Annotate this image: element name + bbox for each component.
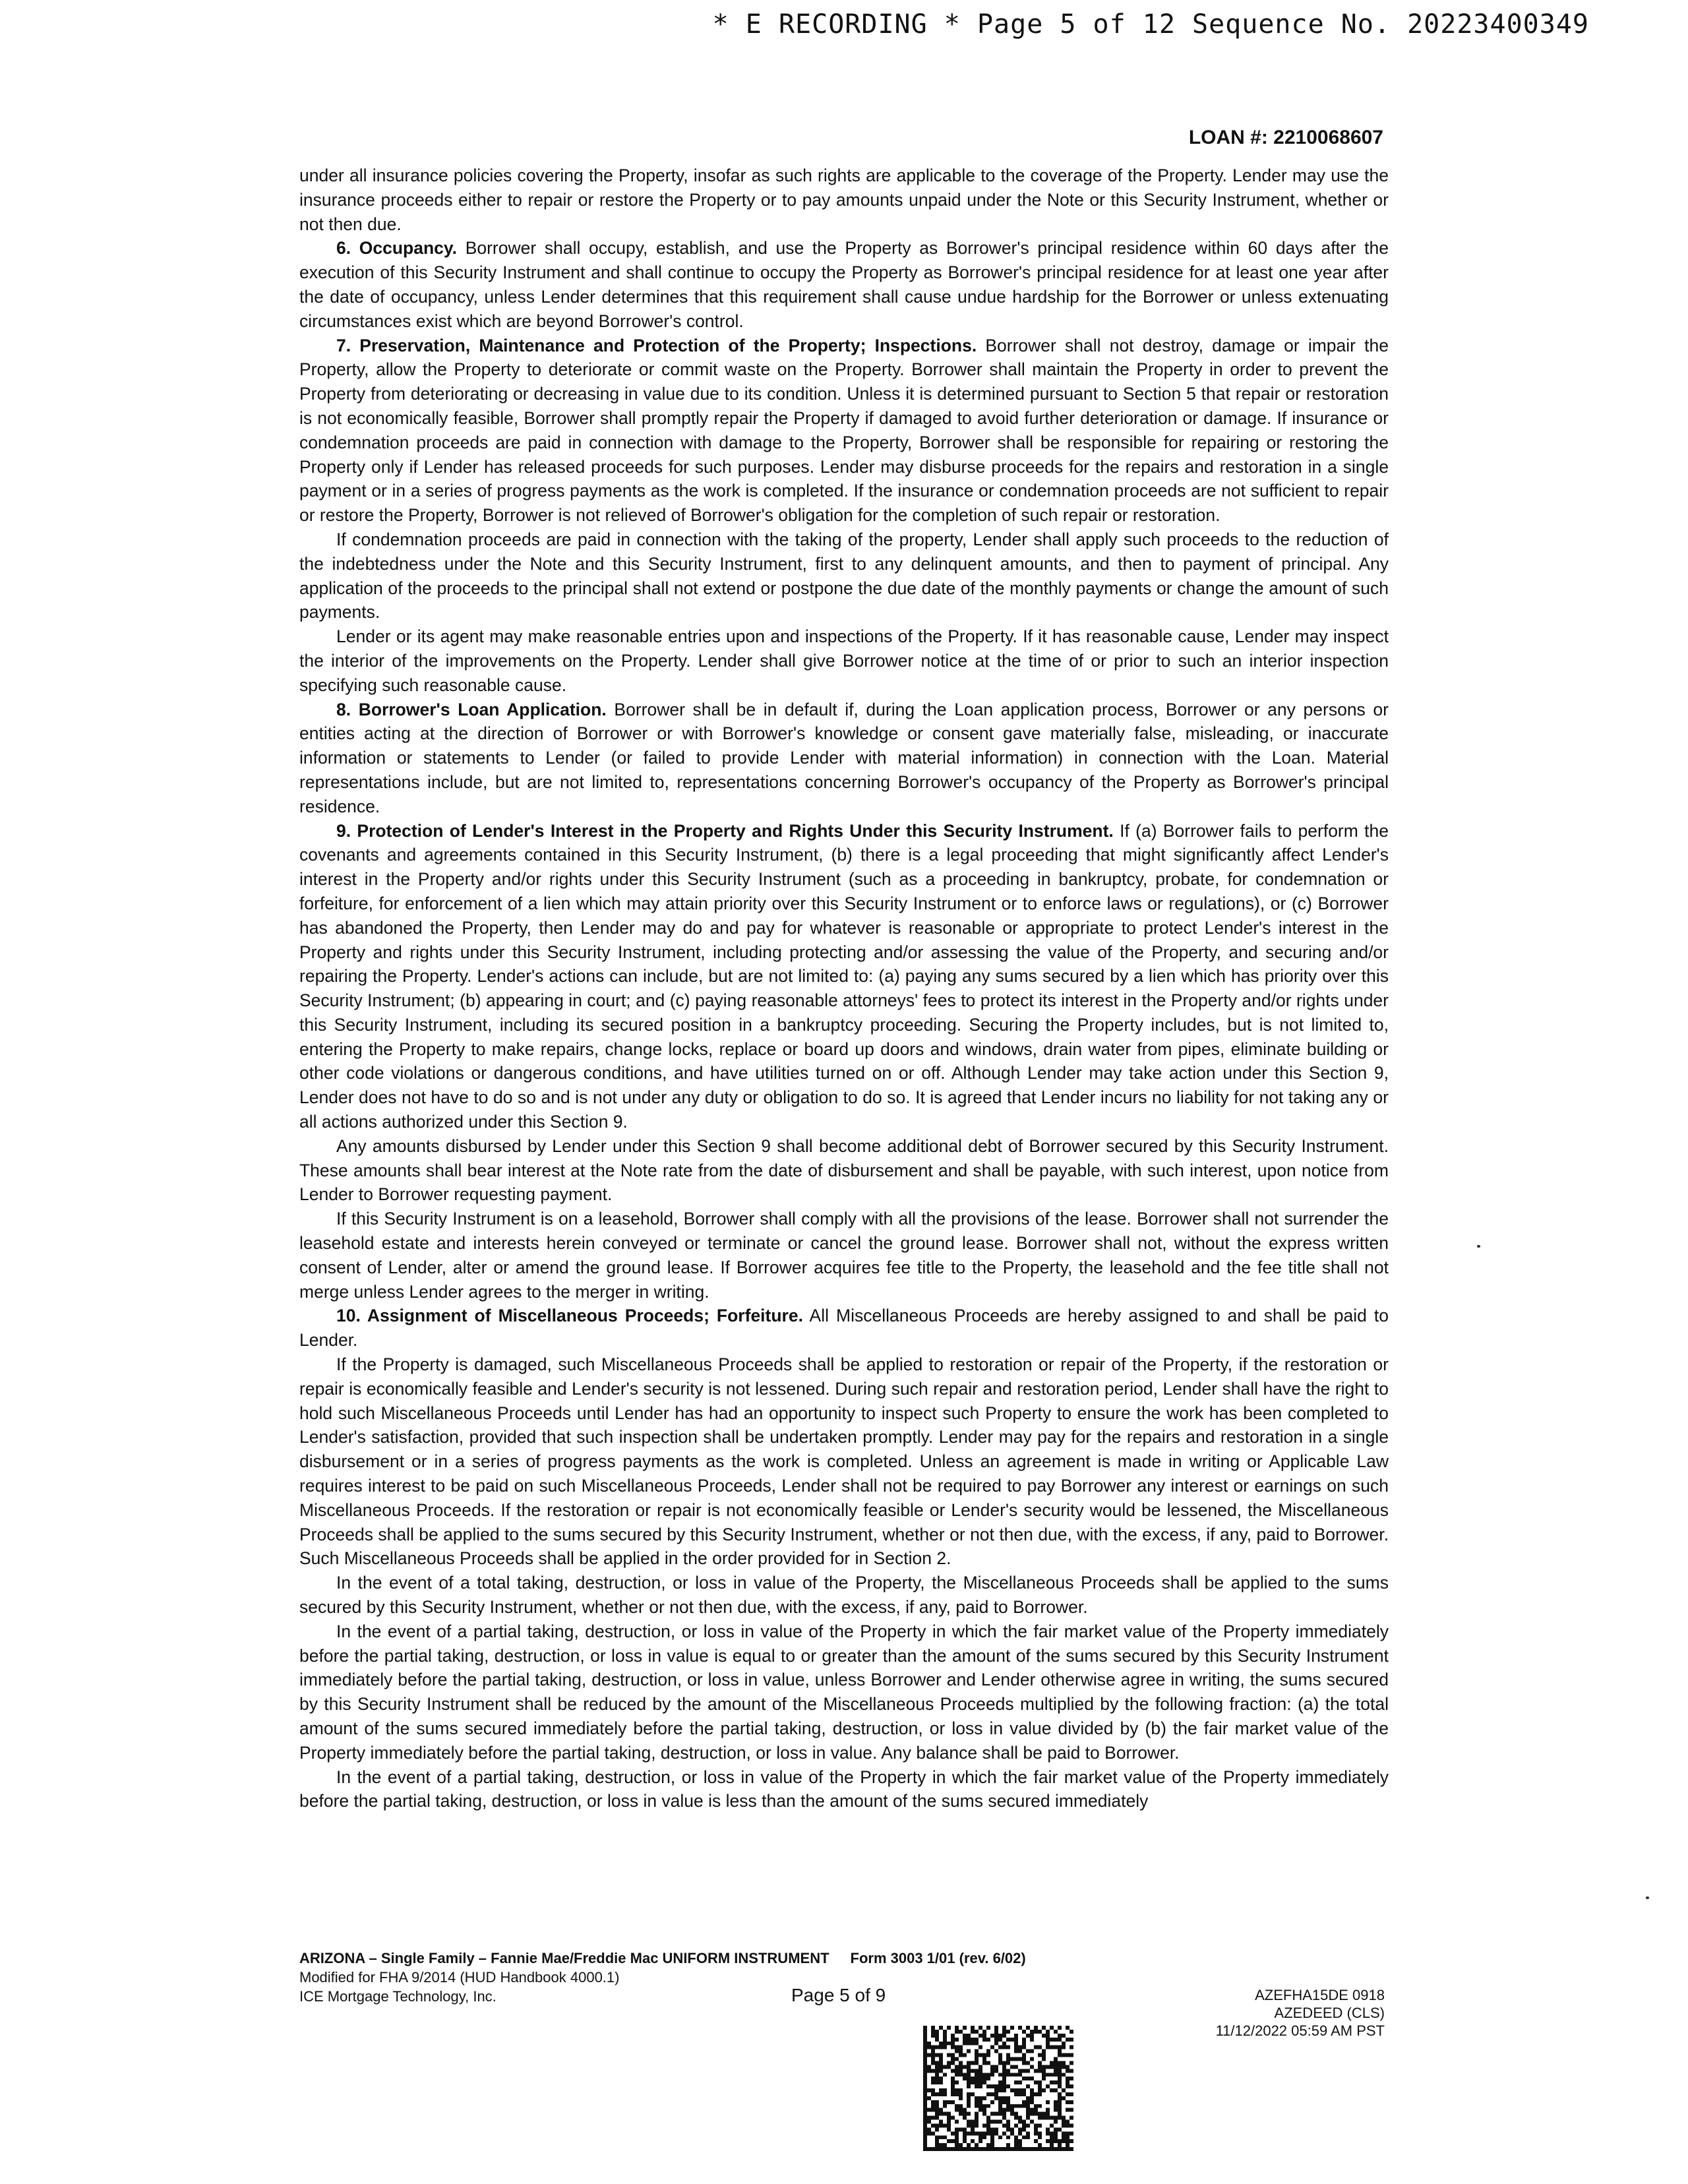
section-7-preservation xyxy=(299,334,1389,528)
paragraph xyxy=(299,1134,1389,1207)
footer-doc-codes xyxy=(1216,1986,1385,2040)
footer-modified: Modified for FHA 9/2014 (HUD Handbook 4000.1) xyxy=(299,1969,620,1986)
footer-form-info xyxy=(299,1949,1026,2006)
footer-form-number: Form 3003 1/01 (rev. 6/02) xyxy=(850,1950,1026,1966)
recording-header: * E RECORDING * Page 5 of 12 Sequence No. 20223400349 xyxy=(712,9,1589,40)
page-number: Page 5 of 9 xyxy=(791,1985,886,2005)
paragraph-text: Any amounts disbursed by Lender under this Section 9 shall become additional debt of Borrower secured by this Security Instrument. These amounts shall bear interest at the Note rate from the date of disbursement and shall be payable, with such interest, upon notice from Lender to Borrower requesting payment. xyxy=(299,1136,1389,1205)
datamatrix-barcode-icon xyxy=(923,2026,1073,2151)
paragraph-text: If this Security Instrument is on a leasehold, Borrower shall comply with all the provisions of the lease. Borrower shall not surrender the leasehold estate and interests herein conveyed or terminate or cancel the ground lease. Borrower shall not, without the express written consent of Lender, alter or amend the ground lease. If Borrower acquires fee title to the Property, the leasehold and the fee title shall not merge unless Lender agrees to the merger in writing. xyxy=(299,1209,1389,1302)
paragraph xyxy=(299,1207,1389,1304)
footer-timestamp: 11/12/2022 05:59 AM PST xyxy=(1215,2022,1385,2039)
paragraph-text: Borrower shall occupy, establish, and use the Property as Borrower's principal residence within 60 days after the execution of this Security Instrument and shall continue to occupy the Property as Borrower's principal residence for at least one year after the date of occupancy, unless Lender determines that this requirement shall cause undue hardship for the Borrower or unless extenuating circumstances exist which are beyond Borrower's control. xyxy=(299,238,1389,331)
paragraph xyxy=(299,1571,1389,1620)
paragraph-text: Borrower shall be in default if, during the Loan application process, Borrower or any persons or entities acting at the direction of Borrower or with Borrower's knowledge or consent gave materially false, misleading, or inaccurate information or statements to Lender (or failed to provide Lender with material information) in connection with the Loan. Material representations include, but are not limited to, representations concerning Borrower's occupancy of the Property as Borrower's principal residence. xyxy=(299,699,1389,816)
scan-speck xyxy=(1477,1245,1480,1248)
paragraph xyxy=(299,528,1389,624)
section-heading: 8. Borrower's Loan Application. xyxy=(336,699,607,719)
footer-doc-code: AZEFHA15DE 0918 xyxy=(1255,1987,1385,2003)
paragraph xyxy=(299,1620,1389,1765)
document-body xyxy=(299,164,1389,1813)
paragraph-text: In the event of a partial taking, destruction, or loss in value of the Property in which the fair market value of the Property immediately before the partial taking, destruction, or loss in value is less than the amount of the sums secured immediately xyxy=(299,1767,1389,1811)
footer-doc-type: AZEDEED (CLS) xyxy=(1274,2005,1385,2021)
paragraph-text: under all insurance policies covering the Property, insofar as such rights are applicable to the coverage of the Property. Lender may use the insurance proceeds either to repair or restore the Property or to pay amounts unpaid under the Note or this Security Instrument, whether or not then due. xyxy=(299,166,1389,234)
section-heading: 7. Preservation, Maintenance and Protection of the Property; Inspections. xyxy=(336,335,977,355)
paragraph-text: In the event of a total taking, destruction, or loss in value of the Property, the Miscellaneous Proceeds shall be applied to the sums secured by this Security Instrument, whether or not then due, with the excess, if any, paid to Borrower. xyxy=(299,1573,1389,1618)
paragraph-text: Lender or its agent may make reasonable entries upon and inspections of the Property. If it has reasonable cause, Lender may inspect the interior of the improvements on the Property. Lender shall give Borrower notice at the time of or prior to such an interior inspection specifying such reasonable cause. xyxy=(299,626,1389,695)
paragraph-text: If condemnation proceeds are paid in connection with the taking of the property, Lender shall apply such proceeds to the reduction of the indebtedness under the Note and this Security Instrument, first to any delinquent amounts, and then to payment of principal. Any application of the proceeds to the principal shall not extend or postpone the due date of the monthly payments or change the amount of such payments. xyxy=(299,529,1389,622)
footer-company: ICE Mortgage Technology, Inc. xyxy=(299,1988,497,2005)
paragraph xyxy=(299,1765,1389,1814)
footer-state-line xyxy=(299,1949,1026,1968)
section-10-assignment xyxy=(299,1304,1389,1352)
section-heading: 9. Protection of Lender's Interest in the Property and Rights Under this Security Instrument. xyxy=(336,820,1114,841)
section-8-loan-application xyxy=(299,698,1389,819)
paragraph-text: If the Property is damaged, such Miscellaneous Proceeds shall be applied to restoration or repair of the Property, if the restoration or repair is economically feasible and Lender's security is not lessened. During such repair and restoration period, Lender shall have the right to hold such Miscellaneous Proceeds until Lender has had an opportunity to inspect such Property to ensure the work has been completed to Lender's satisfaction, provided that such inspection shall be undertaken promptly. Lender may pay for the repairs and restoration in a single disbursement or in a series of progress payments as the work is completed. Unless an agreement is made in writing or Applicable Law requires interest to be paid on such Miscellaneous Proceeds, Lender shall not be required to pay Borrower any interest or earnings on such Miscellaneous Proceeds. If the restoration or repair is not economically feasible or Lender's security would be lessened, the Miscellaneous Proceeds shall be applied to the sums secured by this Security Instrument, whether or not then due, with the excess, if any, paid to Borrower. Such Miscellaneous Proceeds shall be applied in the order provided for in Section 2. xyxy=(299,1354,1389,1569)
paragraph-text: If (a) Borrower fails to perform the covenants and agreements contained in this Security Instrument, (b) there is a legal proceeding that might significantly affect Lender's interest in the Property and/or rights under this Security Instrument (such as a proceeding in bankruptcy, probate, for condemnation or forfeiture, for enforcement of a lien which may attain priority over this Security Instrument or to enforce laws or regulations), or (c) Borrower has abandoned the Property, then Lender may do and pay for whatever is reasonable or appropriate to protect Lender's interest in the Property and rights under this Security Instrument, including protecting and/or assessing the value of the Property, and securing and/or repairing the Property. Lender's actions can include, but are not limited to: (a) paying any sums secured by a lien which has priority over this Security Instrument; (b) appearing in court; and (c) paying reasonable attorneys' fees to protect its interest in the Property and/or rights under this Security Instrument, including its secured position in a bankruptcy proceeding. Securing the Property includes, but is not limited to, entering the Property to make repairs, change locks, replace or board up doors and windows, drain water from pipes, eliminate building or other code violations or dangerous conditions, and have utilities turned on or off. Although Lender may take action under this Section 9, Lender does not have to do so and is not under any duty or obligation to do so. It is agreed that Lender incurs no liability for not taking any or all actions authorized under this Section 9. xyxy=(299,820,1389,1132)
paragraph-text: Borrower shall not destroy, damage or impair the Property, allow the Property to deteriorate or commit waste on the Property. Borrower shall maintain the Property in order to prevent the Property from deteriorating or decreasing in value due to its condition. Unless it is determined pursuant to Section 5 that repair or restoration is not economically feasible, Borrower shall promptly repair the Property if damaged to avoid further deterioration or damage. If insurance or condemnation proceeds are paid in connection with damage to the Property, Borrower shall be responsible for repairing or restoring the Property only if Lender has released proceeds for such purposes. Lender may disburse proceeds for the repairs and restoration in a single payment or in a series of progress payments as the work is completed. If the insurance or condemnation proceeds are not sufficient to repair or restore the Property, Borrower is not relieved of Borrower's obligation for the completion of such repair or restoration. xyxy=(299,335,1389,526)
paragraph xyxy=(299,624,1389,697)
section-heading: 10. Assignment of Miscellaneous Proceeds; Forfeiture. xyxy=(336,1306,803,1326)
scan-speck xyxy=(1646,1896,1649,1899)
paragraph-text: All Miscellaneous Proceeds are hereby assigned to and shall be paid to Lender. xyxy=(299,1306,1389,1350)
section-9-protection xyxy=(299,819,1389,1134)
paragraph-text: In the event of a partial taking, destruction, or loss in value of the Property in which the fair market value of the Property immediately before the partial taking, destruction, or loss in value is equal to or greater than the amount of the sums secured by this Security Instrument immediately before the partial taking, destruction, or loss in value, unless Borrower and Lender otherwise agree in writing, the sums secured by this Security Instrument shall be reduced by the amount of the Miscellaneous Proceeds multiplied by the following fraction: (a) the total amount of the sums secured immediately before the partial taking, destruction, or loss in value divided by (b) the fair market value of the Property immediately before the partial taking, destruction, or loss in value. Any balance shall be paid to Borrower. xyxy=(299,1621,1389,1763)
section-heading: 6. Occupancy. xyxy=(336,238,458,258)
section-6-occupancy xyxy=(299,236,1389,333)
paragraph-continuation xyxy=(299,164,1389,236)
paragraph xyxy=(299,1352,1389,1571)
footer-instrument: ARIZONA – Single Family – Fannie Mae/Freddie Mac UNIFORM INSTRUMENT xyxy=(299,1950,829,1966)
loan-number: LOAN #: 2210068607 xyxy=(1188,127,1383,148)
